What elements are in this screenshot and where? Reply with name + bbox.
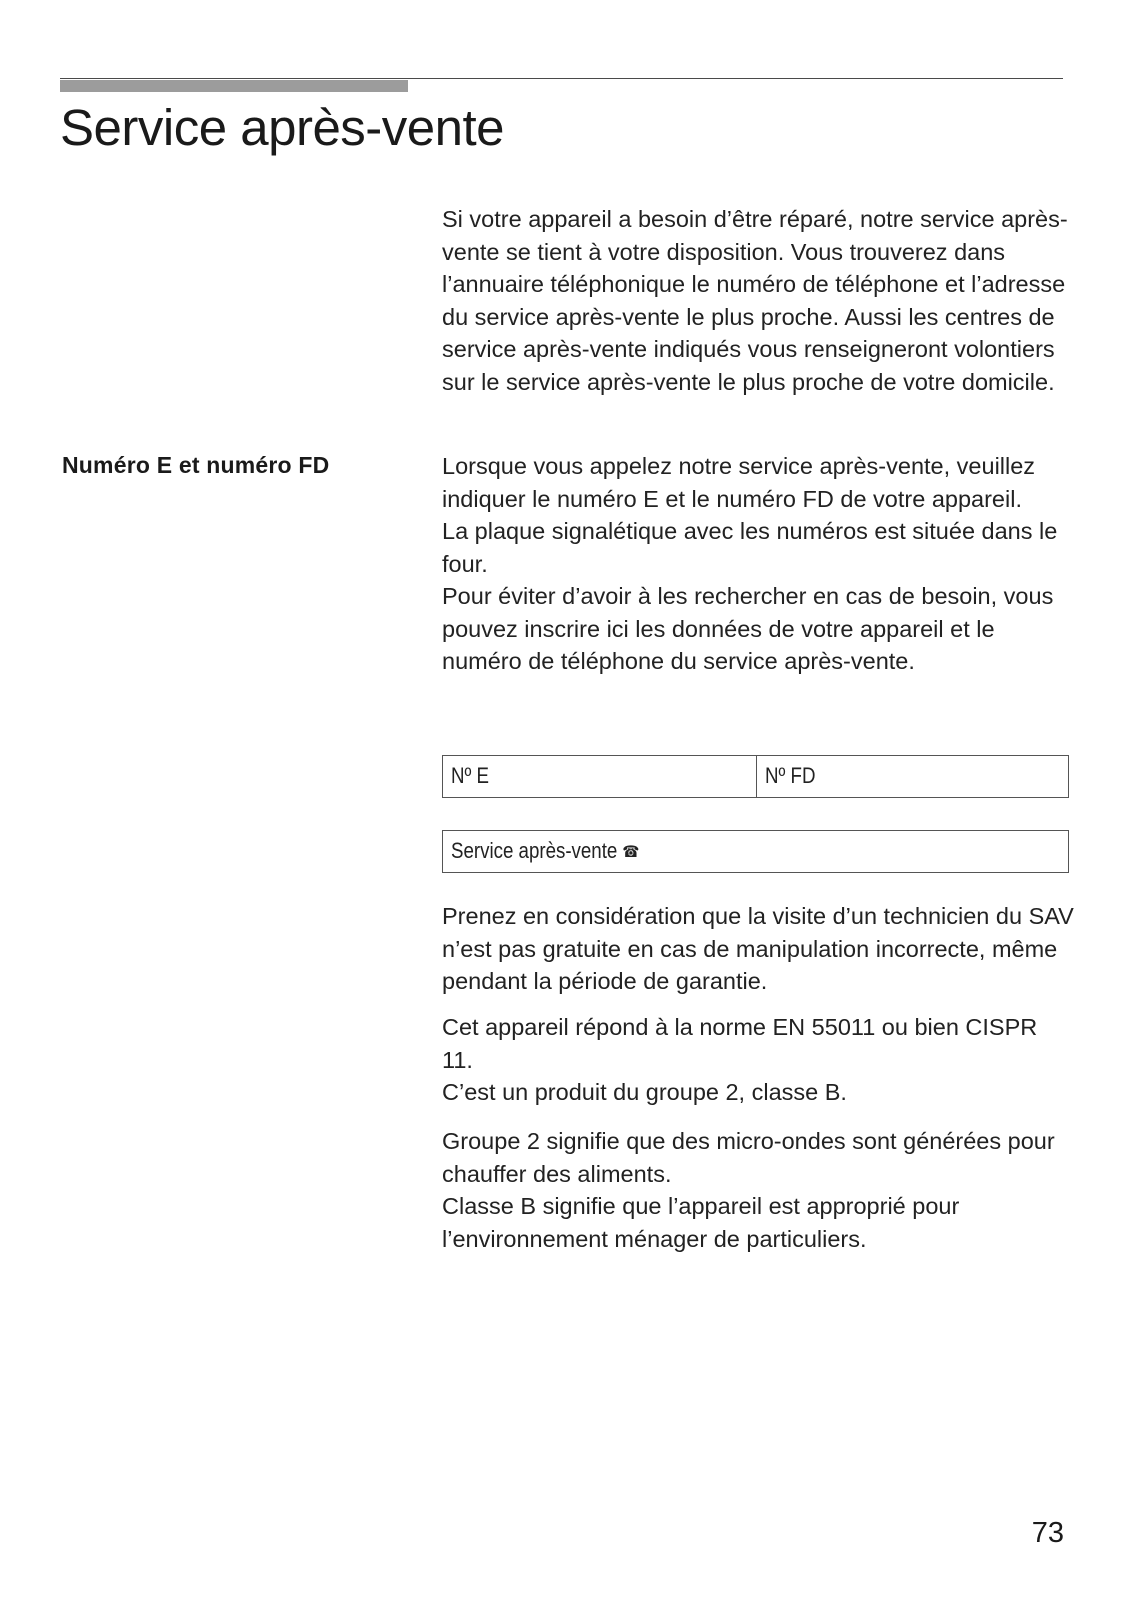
fd-number-field[interactable]	[757, 756, 1068, 797]
service-phone-label	[451, 838, 639, 864]
group-paragraph-1: Groupe 2 signifie que des micro-ondes sont générées pour chauffer des aliments.	[442, 1128, 1055, 1187]
group-note	[442, 1125, 1074, 1255]
e-fd-form-box	[442, 755, 1069, 798]
service-phone-label-text: Service après-vente	[451, 838, 618, 863]
numbers-paragraph-2: La plaque signalétique avec les numéros est située dans le four.	[442, 518, 1058, 577]
technician-paragraph: Prenez en considération que la visite d’un technicien du SAV n’est pas gratuite en cas de manipulation incorrecte, même pendant la période de garantie.	[442, 903, 1074, 994]
header-accent-bar	[60, 80, 408, 92]
numbers-paragraph-1: Lorsque vous appelez notre service après-vente, veuillez indiquer le numéro E et le numéro FD de votre appareil.	[442, 453, 1036, 512]
service-phone-field[interactable]	[443, 831, 1068, 872]
header-rule	[60, 78, 1063, 79]
page-number: 73	[1031, 1517, 1064, 1549]
intro-paragraph: Si votre appareil a besoin d’être réparé, notre service après-vente se tient à votre disposition. Vous trouverez dans l’annuaire téléphonique le numéro de téléphone et l’adresse du service après-vente le plus proche. Aussi les centres de service après-vente indiqués vous renseigneront volontiers sur le service après-vente le plus proche de votre domicile.	[442, 206, 1068, 395]
fd-number-label: Nº FD	[765, 763, 816, 788]
norm-note	[442, 1011, 1074, 1109]
section-label-e-fd: Numéro E et numéro FD	[62, 452, 330, 478]
page-title: Service après-vente	[60, 99, 505, 156]
intro-section	[442, 203, 1074, 398]
e-number-label: Nº E	[451, 763, 490, 788]
numbers-section	[442, 450, 1074, 678]
e-number-field[interactable]	[443, 756, 757, 797]
phone-icon: ☎	[622, 844, 640, 861]
technician-note	[442, 900, 1074, 998]
group-paragraph-2: Classe B signifie que l’appareil est approprié pour l’environnement ménager de particuliers.	[442, 1193, 960, 1252]
norm-paragraph-1: Cet appareil répond à la norme EN 55011 ou bien CISPR 11.	[442, 1014, 1038, 1073]
numbers-paragraph-3: Pour éviter d’avoir à les rechercher en cas de besoin, vous pouvez inscrire ici les données de votre appareil et le numéro de téléphone du service après-vente.	[442, 583, 1054, 674]
norm-paragraph-2: C’est un produit du groupe 2, classe B.	[442, 1079, 847, 1105]
service-phone-form-box	[442, 830, 1069, 873]
